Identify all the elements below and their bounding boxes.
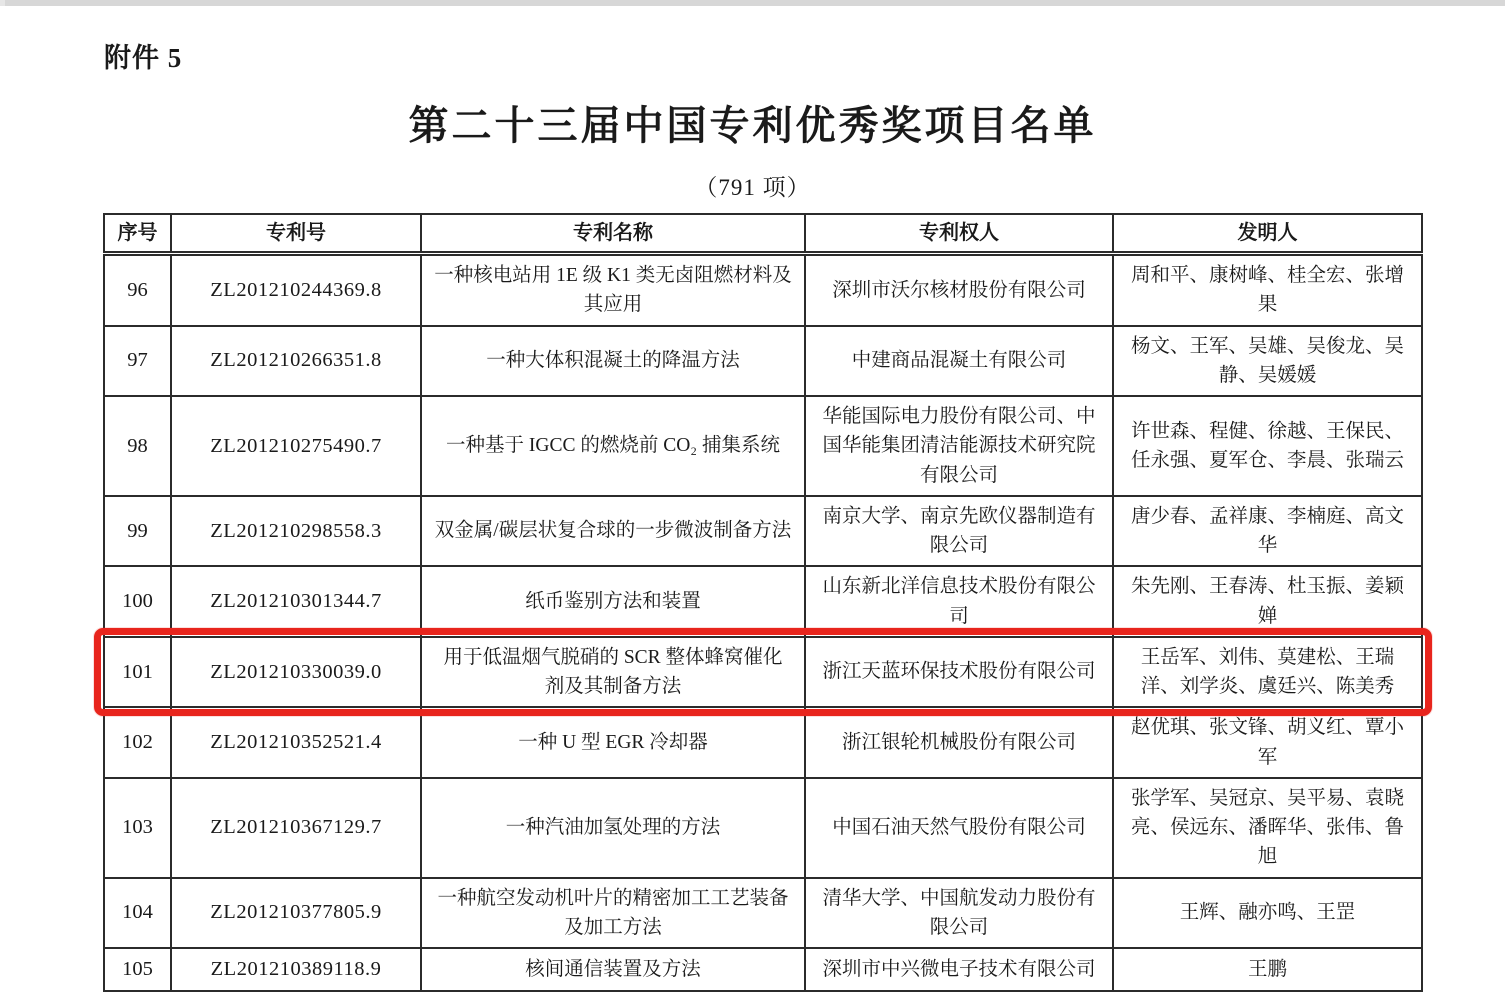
cell-owner: 深圳市沃尔核材股份有限公司 — [805, 254, 1113, 326]
cell-patent-no: ZL201210244369.8 — [171, 254, 421, 326]
cell-owner: 中建商品混凝土有限公司 — [805, 326, 1113, 397]
table-row — [104, 326, 1422, 397]
attachment-label: 附件 5 — [104, 43, 183, 73]
cell-name: 双金属/碳层状复合球的一步微波制备方法 — [421, 496, 805, 567]
cell-owner: 华能国际电力股份有限公司、中国华能集团清洁能源技术研究院有限公司 — [805, 396, 1113, 496]
cell-inventors: 许世森、程健、徐越、王保民、任永强、夏军仓、李晨、张瑞云 — [1113, 396, 1422, 496]
cell-name: 纸币鉴别方法和装置 — [421, 566, 805, 637]
cell-owner: 南京大学、南京先欧仪器制造有限公司 — [805, 496, 1113, 567]
cell-inventors: 王鹏 — [1113, 948, 1422, 991]
cell-name: 一种航空发动机叶片的精密加工工艺装备及加工方法 — [421, 878, 805, 949]
table-row — [104, 707, 1422, 778]
cell-owner: 浙江天蓝环保技术股份有限公司 — [805, 637, 1113, 708]
cell-patent-no: ZL201210330039.0 — [171, 637, 421, 708]
header-patent-name: 专利名称 — [421, 214, 805, 254]
cell-patent-no: ZL201210275490.7 — [171, 396, 421, 496]
cell-owner: 中国石油天然气股份有限公司 — [805, 778, 1113, 878]
cell-patent-no: ZL201210389118.9 — [171, 948, 421, 991]
table-body — [104, 254, 1422, 991]
cell-no: 98 — [104, 396, 171, 496]
cell-patent-no: ZL201210266351.8 — [171, 326, 421, 397]
cell-name: 一种核电站用 1E 级 K1 类无卤阻燃材料及其应用 — [421, 254, 805, 326]
cell-no: 102 — [104, 707, 171, 778]
cell-name: 用于低温烟气脱硝的 SCR 整体蜂窝催化剂及其制备方法 — [421, 637, 805, 708]
cell-no: 105 — [104, 948, 171, 991]
cell-no: 97 — [104, 326, 171, 397]
cell-no: 100 — [104, 566, 171, 637]
table-row — [104, 566, 1422, 637]
cell-inventors: 朱先刚、王春涛、杜玉振、姜颖婵 — [1113, 566, 1422, 637]
cell-name: 一种大体积混凝土的降温方法 — [421, 326, 805, 397]
cell-owner: 深圳市中兴微电子技术有限公司 — [805, 948, 1113, 991]
cell-inventors: 杨文、王军、吴雄、吴俊龙、吴静、吴媛媛 — [1113, 326, 1422, 397]
document-page — [0, 6, 1505, 1000]
table-row — [104, 254, 1422, 326]
cell-inventors: 张学军、吴冠京、吴平易、袁晓亮、侯远东、潘晖华、张伟、鲁旭 — [1113, 778, 1422, 878]
cell-patent-no: ZL201210298558.3 — [171, 496, 421, 567]
page-title: 第二十三届中国专利优秀奖项目名单 — [408, 103, 1097, 148]
table-row — [104, 878, 1422, 949]
cell-name: 一种 U 型 EGR 冷却器 — [421, 707, 805, 778]
header-serial-number: 序号 — [104, 214, 171, 254]
cell-inventors: 王岳军、刘伟、莫建松、王瑞洋、刘学炎、虞廷兴、陈美秀 — [1113, 637, 1422, 708]
cell-inventors: 周和平、康树峰、桂全宏、张增果 — [1113, 254, 1422, 326]
cell-patent-no: ZL201210377805.9 — [171, 878, 421, 949]
header-patent-number: 专利号 — [171, 214, 421, 254]
cell-name: 一种基于 IGCC 的燃烧前 CO₂ 捕集系统 — [421, 396, 805, 496]
cell-patent-no: ZL201210301344.7 — [171, 566, 421, 637]
cell-patent-no: ZL201210367129.7 — [171, 778, 421, 878]
page-subtitle: （791 项） — [694, 175, 811, 200]
cell-owner: 山东新北洋信息技术股份有限公司 — [805, 566, 1113, 637]
cell-name: 核间通信装置及方法 — [421, 948, 805, 991]
table-row — [104, 496, 1422, 567]
header-patentee: 专利权人 — [805, 214, 1113, 254]
table-row-highlighted — [104, 637, 1422, 708]
award-table — [103, 213, 1423, 992]
cell-owner: 浙江银轮机械股份有限公司 — [805, 707, 1113, 778]
cell-inventors: 唐少春、孟祥康、李楠庭、高文华 — [1113, 496, 1422, 567]
cell-inventors: 赵优琪、张文锋、胡义红、覃小军 — [1113, 707, 1422, 778]
table-row — [104, 396, 1422, 496]
award-table-wrapper — [103, 213, 1421, 992]
cell-no: 99 — [104, 496, 171, 567]
cell-no: 101 — [104, 637, 171, 708]
cell-inventors: 王辉、融亦鸣、王罡 — [1113, 878, 1422, 949]
header-inventors: 发明人 — [1113, 214, 1422, 254]
cell-no: 104 — [104, 878, 171, 949]
cell-patent-no: ZL201210352521.4 — [171, 707, 421, 778]
table-row — [104, 778, 1422, 878]
cell-name: 一种汽油加氢处理的方法 — [421, 778, 805, 878]
table-row — [104, 948, 1422, 991]
cell-owner: 清华大学、中国航发动力股份有限公司 — [805, 878, 1113, 949]
table-header-row — [104, 214, 1422, 254]
cell-no: 103 — [104, 778, 171, 878]
cell-no: 96 — [104, 254, 171, 326]
